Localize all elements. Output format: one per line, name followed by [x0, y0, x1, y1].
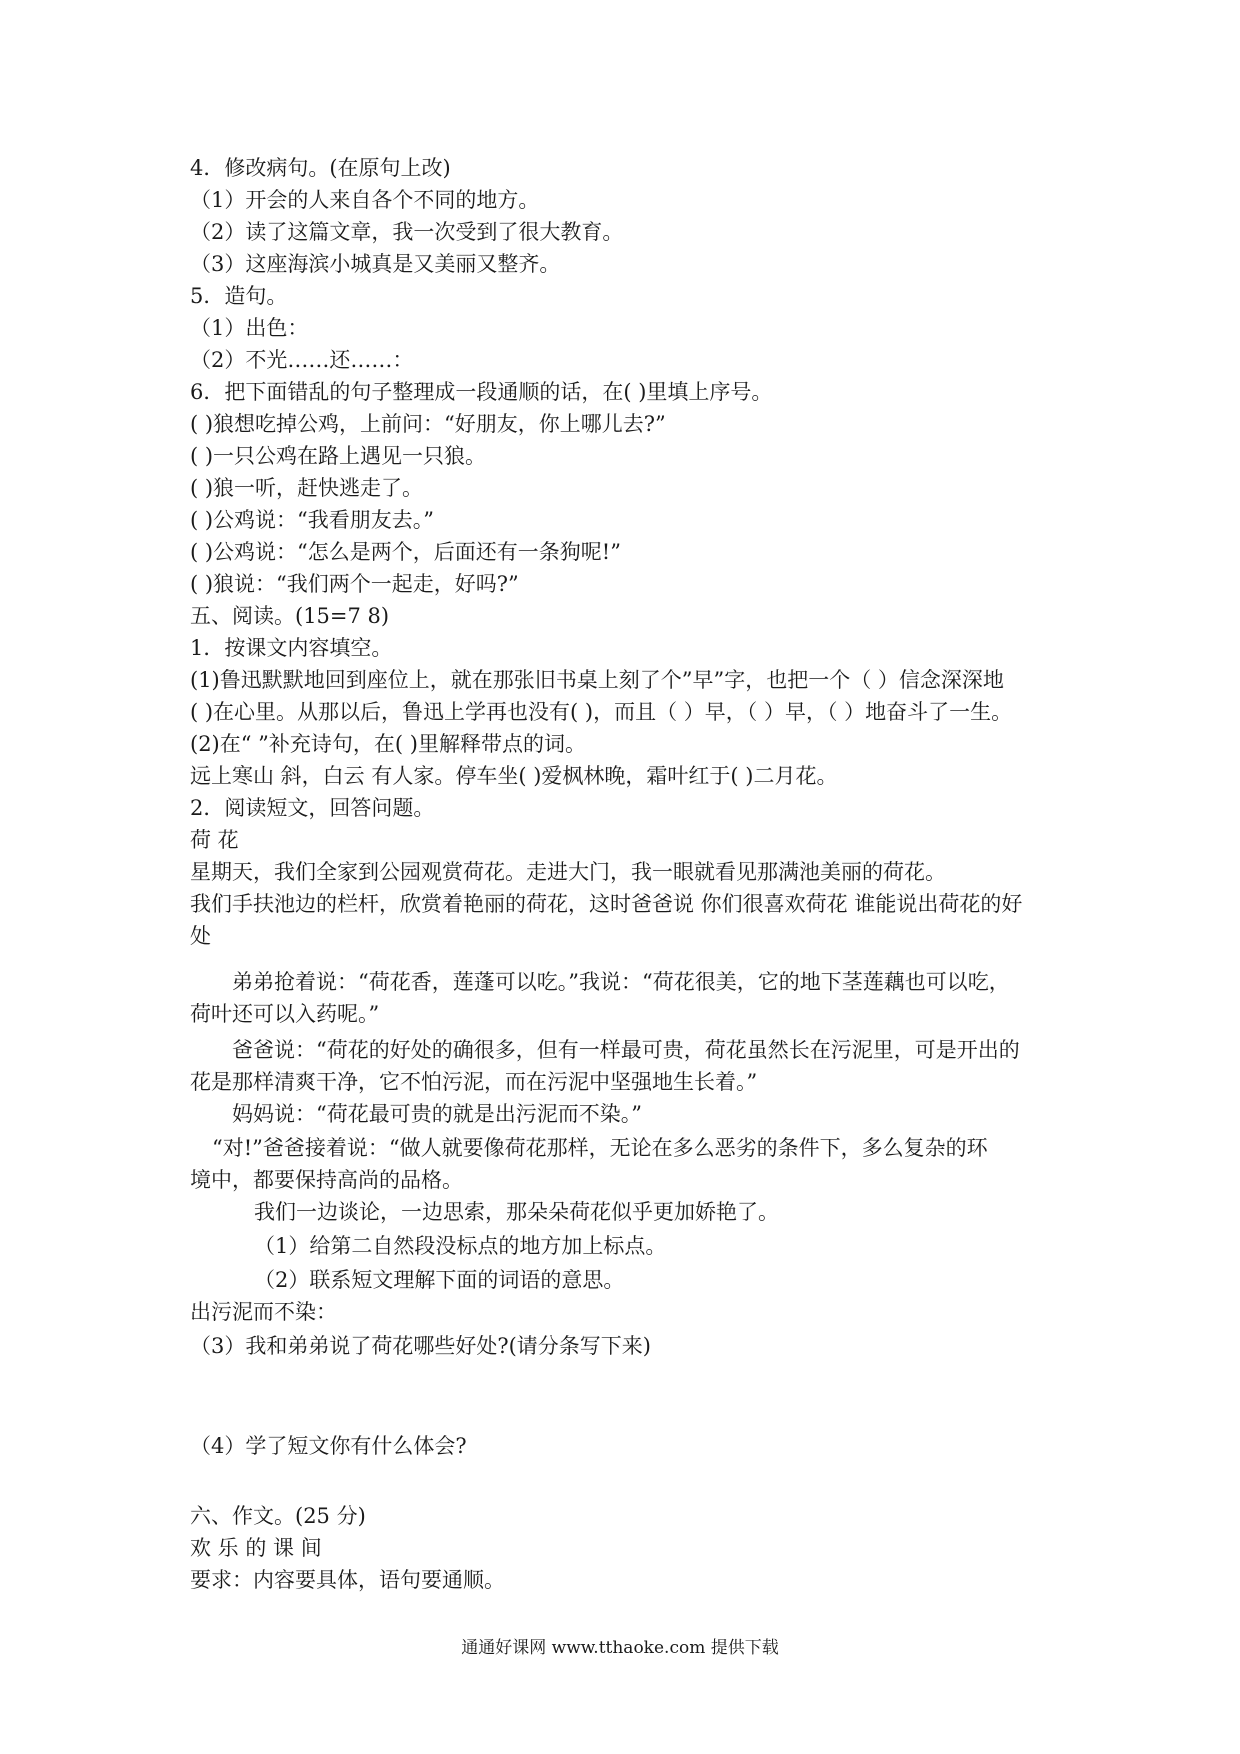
q1-line-2: ( )在心里。从那以后，鲁迅上学再也没有( )，而且（ ）早，（ ）早，（ ）地奋斗了一生。 — [190, 700, 1013, 724]
essay-paragraph-3-line-1: 弟弟抢着说：“荷花香，莲蓬可以吃。”我说：“荷花很美，它的地下茎莲藕也可以吃， — [232, 970, 1010, 994]
essay-title: 荷 花 — [190, 828, 239, 852]
q1-title: 1．按课文内容填空。 — [190, 636, 393, 660]
question-sub-3: （3）我和弟弟说了荷花哪些好处?(请分条写下来) — [190, 1334, 652, 1358]
essay-paragraph-4-line-2: 花是那样清爽干净，它不怕污泥，而在污泥中坚强地生长着。” — [190, 1070, 758, 1094]
q2-title: 2．阅读短文，回答问题。 — [190, 796, 435, 820]
q1-line-1: (1)鲁迅默默地回到座位上，就在那张旧书桌上刻了个”早”字，也把一个（ ）信念深深地 — [190, 668, 1004, 692]
q4-item-3: （3）这座海滨小城真是又美丽又整齐。 — [190, 252, 561, 276]
q4-item-2: （2）读了这篇文章，我一次受到了很大教育。 — [190, 220, 624, 244]
essay-paragraph-1: 星期天，我们全家到公园观赏荷花。走进大门，我一眼就看见那满池美丽的荷花。 — [190, 860, 946, 884]
q6-item-6: ( )狼说：“我们两个一起走，好吗?” — [190, 572, 519, 596]
essay-paragraph-6-line-2: 境中，都要保持高尚的品格。 — [190, 1168, 463, 1192]
q1-line-3: (2)在“ ”补充诗句，在( )里解释带点的词。 — [190, 732, 586, 756]
section5-title: 五、阅读。(15=7 8) — [190, 604, 390, 628]
footer-credit: 通通好课网 www.tthaoke.com 提供下载 — [461, 1638, 779, 1658]
q6-item-3: ( )狼一听，赶快逃走了。 — [190, 476, 424, 500]
q4-title: 4．修改病句。(在原句上改) — [190, 156, 451, 180]
essay-paragraph-6-line-1: “对!”爸爸接着说：“做人就要像荷花那样，无论在多么恶劣的条件下，多么复杂的环 — [212, 1136, 988, 1160]
q5-item-1: （1）出色： — [190, 316, 309, 340]
section6-title: 六、作文。(25 分) — [190, 1504, 366, 1528]
q6-title: 6．把下面错乱的句子整理成一段通顺的话，在( )里填上序号。 — [190, 380, 773, 404]
q4-item-1: （1）开会的人来自各个不同的地方。 — [190, 188, 540, 212]
question-sub-1: （1）给第二自然段没标点的地方加上标点。 — [254, 1234, 667, 1258]
essay-paragraph-2-line-1: 我们手扶池边的栏杆，欣赏着艳丽的荷花，这时爸爸说 你们很喜欢荷花 谁能说出荷花的好 — [190, 892, 1023, 916]
q5-item-2: （2）不光……还……： — [190, 348, 414, 372]
q6-item-4: ( )公鸡说：“我看朋友去。” — [190, 508, 435, 532]
essay-paragraph-5: 妈妈说：“荷花最可贵的就是出污泥而不染。” — [232, 1102, 642, 1126]
question-sub-4: （4）学了短文你有什么体会? — [190, 1434, 467, 1458]
essay-paragraph-7: 我们一边谈论，一边思索，那朵朵荷花似乎更加娇艳了。 — [254, 1200, 779, 1224]
essay-paragraph-4-line-1: 爸爸说：“荷花的好处的确很多，但有一样最可贵，荷花虽然长在污泥里，可是开出的 — [232, 1038, 1020, 1062]
essay-paragraph-2-line-2: 处 — [190, 924, 211, 948]
composition-requirement: 要求：内容要具体，语句要通顺。 — [190, 1568, 505, 1592]
q6-item-2: ( )一只公鸡在路上遇见一只狼。 — [190, 444, 487, 468]
q1-line-4: 远上寒山 斜，白云 有人家。停车坐( )爱枫林晚，霜叶红于( )二月花。 — [190, 764, 838, 788]
q6-item-5: ( )公鸡说：“怎么是两个，后面还有一条狗呢!” — [190, 540, 621, 564]
q6-item-1: ( )狼想吃掉公鸡，上前问：“好朋友，你上哪儿去?” — [190, 412, 666, 436]
question-sub-2: （2）联系短文理解下面的词语的意思。 — [254, 1268, 625, 1292]
q5-title: 5．造句。 — [190, 284, 288, 308]
essay-paragraph-3-line-2: 荷叶还可以入药呢。” — [190, 1002, 380, 1026]
composition-topic: 欢 乐 的 课 间 — [190, 1536, 322, 1560]
question-sub-2-word: 出污泥而不染： — [190, 1300, 337, 1324]
